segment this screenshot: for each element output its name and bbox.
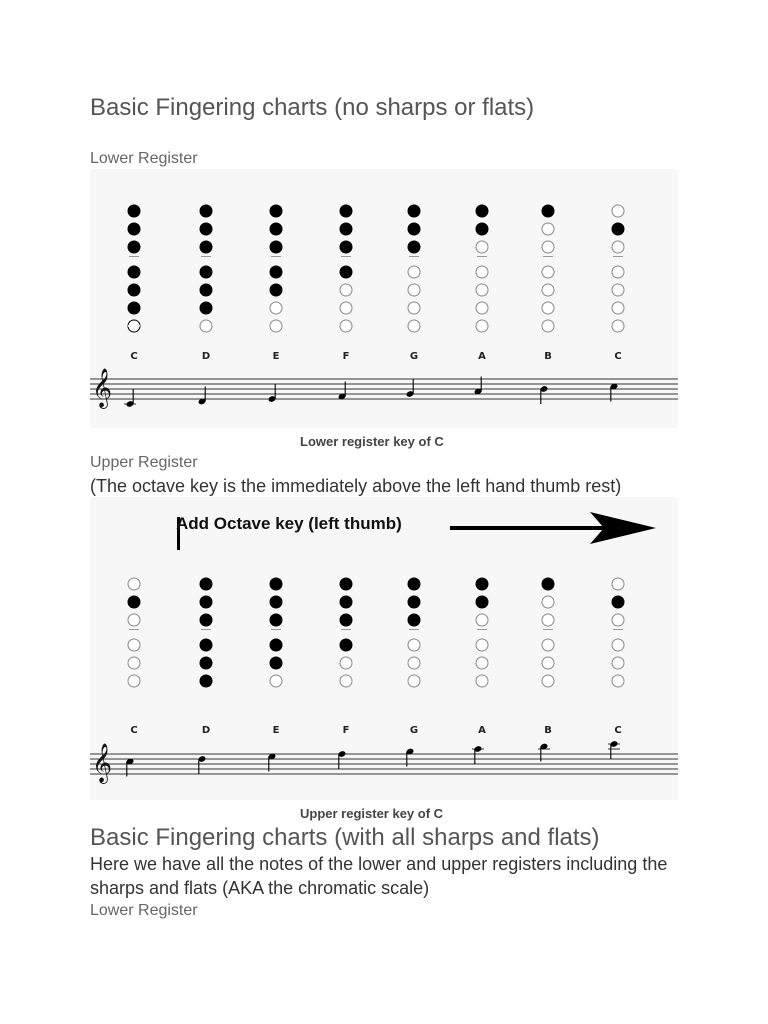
finger-hole (270, 302, 282, 314)
finger-hole (542, 657, 554, 669)
finger-hole (542, 284, 554, 296)
finger-hole (128, 675, 140, 687)
finger-hole (542, 320, 554, 332)
finger-hole (476, 614, 488, 626)
finger-hole (542, 241, 554, 253)
note-label: C (614, 351, 622, 362)
finger-hole (340, 675, 352, 687)
finger-hole (340, 266, 352, 278)
finger-hole (340, 614, 352, 626)
octave-key-banner: Add Octave key (left thumb) (176, 514, 402, 533)
finger-hole (612, 657, 624, 669)
finger-hole (612, 266, 624, 278)
finger-hole (270, 205, 282, 217)
finger-hole (340, 241, 352, 253)
note-label: G (409, 351, 419, 362)
finger-hole (542, 675, 554, 687)
upper-fingering-diagram (90, 497, 678, 800)
finger-hole (200, 284, 212, 296)
lower-register-label: Lower Register (90, 150, 198, 167)
note-label: E (272, 351, 280, 362)
finger-hole (128, 302, 140, 314)
finger-hole (612, 284, 624, 296)
finger-hole (612, 614, 624, 626)
finger-hole (128, 241, 140, 253)
note-label: A (478, 351, 486, 362)
finger-hole (542, 614, 554, 626)
note-label: E (272, 725, 280, 736)
finger-hole (542, 596, 554, 608)
finger-hole (200, 614, 212, 626)
finger-hole (408, 241, 420, 253)
upper-register-chart (90, 497, 678, 800)
note-label: D (201, 725, 211, 736)
finger-hole (476, 241, 488, 253)
finger-hole (200, 223, 212, 235)
finger-hole (476, 596, 488, 608)
finger-hole (612, 578, 624, 590)
finger-hole (340, 223, 352, 235)
half-hole-line (128, 325, 140, 327)
note-label: F (342, 351, 350, 362)
note-label: C (130, 351, 138, 362)
finger-hole (408, 596, 420, 608)
finger-hole (270, 266, 282, 278)
finger-hole (200, 578, 212, 590)
note-label: C (130, 725, 138, 736)
note-label: C (614, 725, 622, 736)
finger-hole (340, 578, 352, 590)
finger-hole (128, 639, 140, 651)
finger-hole (476, 302, 488, 314)
finger-hole (612, 675, 624, 687)
finger-hole (128, 657, 140, 669)
finger-hole (200, 639, 212, 651)
chromatic-intro: Here we have all the notes of the lower and upper registers including the sharps and flats (AKA the chromatic scale) (90, 854, 668, 898)
finger-hole (408, 223, 420, 235)
lower-register-chart (90, 169, 678, 428)
page-title: Basic Fingering charts (no sharps or flats) (90, 94, 535, 121)
finger-hole (408, 205, 420, 217)
finger-hole (408, 657, 420, 669)
finger-hole (200, 320, 212, 332)
finger-hole (408, 675, 420, 687)
finger-hole (612, 639, 624, 651)
finger-hole (270, 675, 282, 687)
finger-hole (542, 205, 554, 217)
finger-hole (270, 657, 282, 669)
finger-hole (408, 639, 420, 651)
finger-hole (200, 596, 212, 608)
finger-hole (340, 657, 352, 669)
finger-hole (270, 639, 282, 651)
finger-hole (476, 284, 488, 296)
finger-hole (340, 284, 352, 296)
finger-hole (476, 675, 488, 687)
finger-hole (476, 266, 488, 278)
finger-hole (270, 223, 282, 235)
finger-hole (128, 284, 140, 296)
finger-hole (128, 596, 140, 608)
octave-key-note: (The octave key is the immediately above the left hand thumb rest) (90, 476, 622, 496)
treble-clef: 𝄞 (92, 743, 113, 783)
finger-hole (408, 614, 420, 626)
finger-hole (200, 675, 212, 687)
finger-hole (612, 596, 624, 608)
finger-hole (408, 266, 420, 278)
finger-hole (128, 205, 140, 217)
finger-hole (408, 578, 420, 590)
finger-hole (542, 223, 554, 235)
finger-hole (270, 284, 282, 296)
finger-hole (200, 302, 212, 314)
finger-hole (128, 266, 140, 278)
note-label: B (544, 725, 552, 736)
finger-hole (542, 302, 554, 314)
finger-hole (612, 241, 624, 253)
upper-register-label: Upper Register (90, 454, 198, 471)
finger-hole (270, 578, 282, 590)
finger-hole (408, 320, 420, 332)
finger-hole (340, 639, 352, 651)
finger-hole (476, 205, 488, 217)
lower-register-label-2: Lower Register (90, 902, 198, 919)
finger-hole (340, 320, 352, 332)
finger-hole (200, 205, 212, 217)
note-label: F (342, 725, 350, 736)
finger-hole (408, 284, 420, 296)
note-label: A (478, 725, 486, 736)
finger-hole (612, 223, 624, 235)
finger-hole (408, 302, 420, 314)
finger-hole (128, 614, 140, 626)
finger-hole (270, 614, 282, 626)
finger-hole (340, 596, 352, 608)
finger-hole (476, 657, 488, 669)
finger-hole (270, 320, 282, 332)
finger-hole (612, 302, 624, 314)
note-label: B (544, 351, 552, 362)
finger-hole (476, 223, 488, 235)
finger-hole (200, 241, 212, 253)
finger-hole (128, 578, 140, 590)
finger-hole (270, 596, 282, 608)
note-label: D (201, 351, 211, 362)
finger-hole (612, 205, 624, 217)
finger-hole (476, 639, 488, 651)
finger-hole (612, 320, 624, 332)
finger-hole (340, 205, 352, 217)
finger-hole (200, 657, 212, 669)
finger-hole (476, 320, 488, 332)
finger-hole (542, 578, 554, 590)
lower-chart-caption: Lower register key of C (300, 434, 444, 449)
finger-hole (200, 266, 212, 278)
chromatic-heading: Basic Fingering charts (with all sharps and flats) (90, 824, 600, 851)
finger-hole (340, 302, 352, 314)
finger-hole (476, 578, 488, 590)
finger-hole (542, 266, 554, 278)
finger-hole (128, 223, 140, 235)
finger-hole (542, 639, 554, 651)
upper-chart-caption: Upper register key of C (300, 806, 444, 821)
lower-fingering-diagram (90, 169, 678, 428)
finger-hole (270, 241, 282, 253)
treble-clef: 𝄞 (92, 368, 113, 408)
note-label: G (409, 725, 419, 736)
